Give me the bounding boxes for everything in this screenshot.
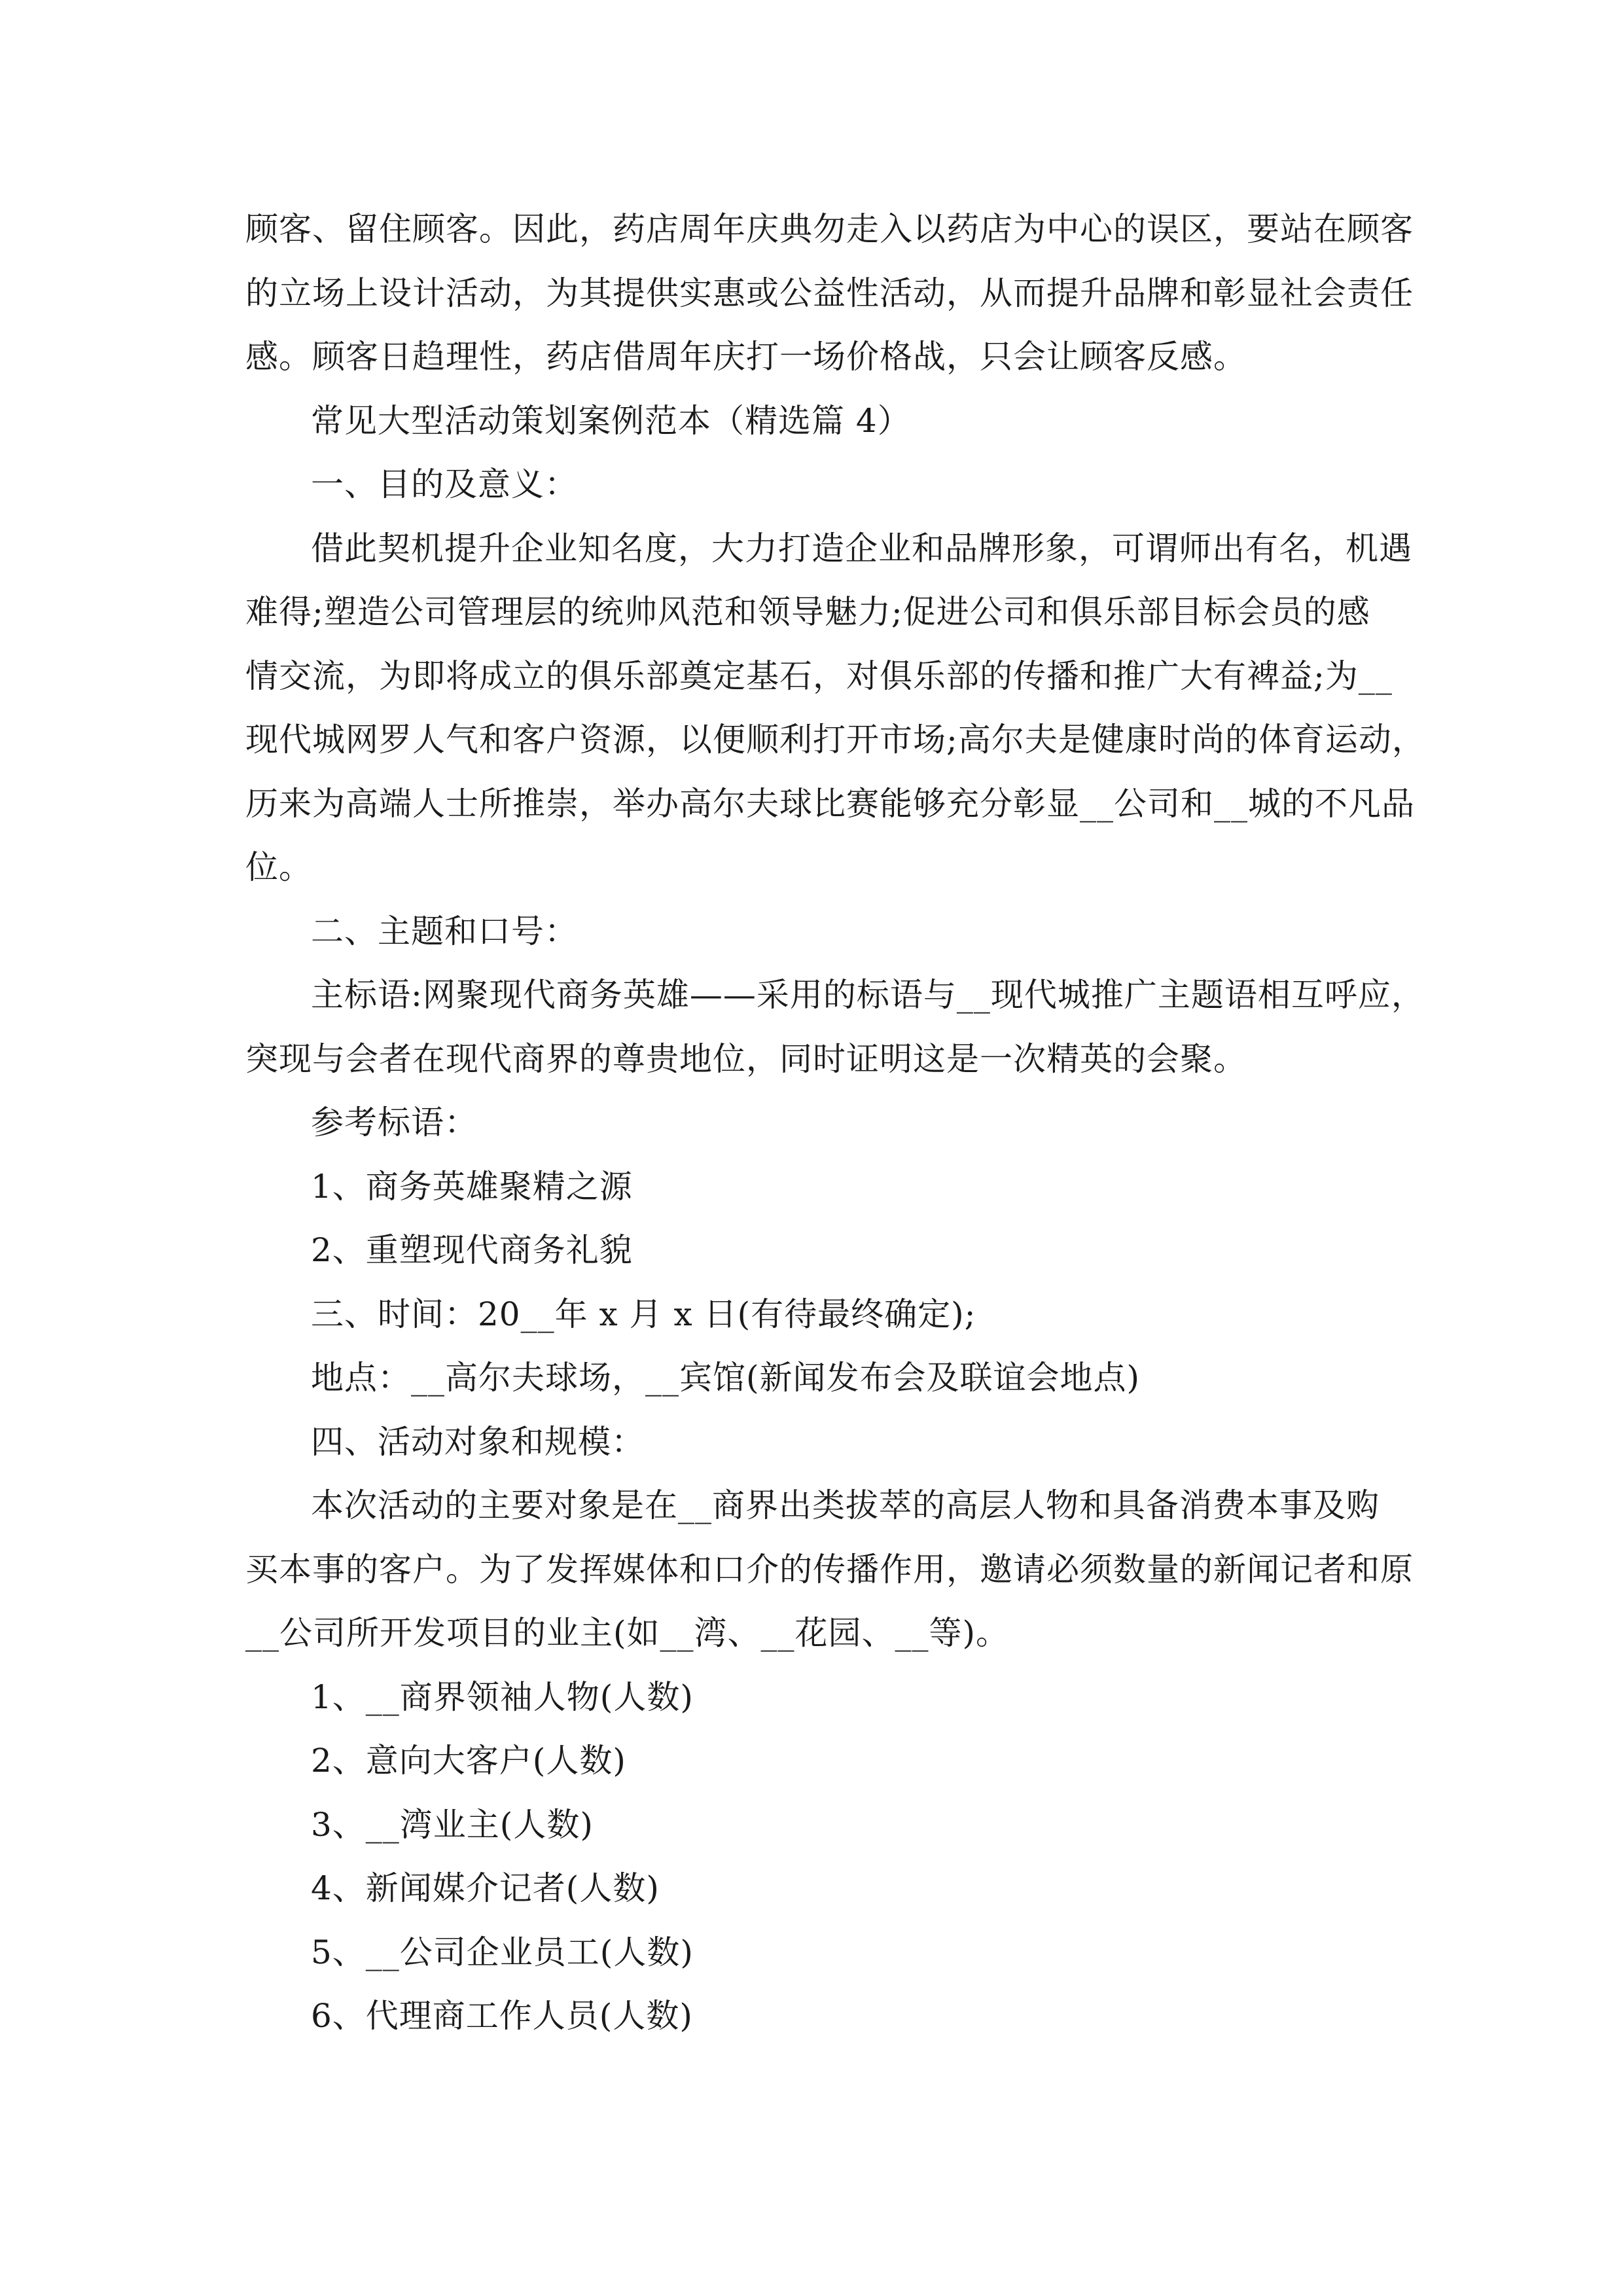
text-line: 现代城网罗人气和客户资源，以便顺利打开市场;高尔夫是健康时尚的体育运动， (245, 721, 1425, 759)
text-line: 情交流，为即将成立的俱乐部奠定基石，对俱乐部的传播和推广大有裨益;为__ (245, 657, 1393, 695)
list-item: 1、__商界领袖人物(人数) (311, 1678, 694, 1716)
text-line: 本次活动的主要对象是在__商界出类拔萃的高层人物和具备消费本事及购 (311, 1486, 1380, 1524)
list-item: 4、新闻媒介记者(人数) (311, 1869, 660, 1907)
heading-audience: 四、活动对象和规模： (311, 1423, 645, 1461)
text-line: 主标语:网聚现代商务英雄——采用的标语与__现代城推广主题语相互呼应， (311, 976, 1425, 1014)
text-line: 突现与会者在现代商界的尊贵地位，同时证明这是一次精英的会聚。 (245, 1040, 1247, 1078)
heading-theme: 二、主题和口号： (311, 912, 578, 950)
heading-purpose: 一、目的及意义： (311, 465, 578, 503)
list-item: 3、__湾业主(人数) (311, 1806, 594, 1844)
text-line: 位。 (245, 848, 312, 886)
heading-time: 三、时间：20__年 x 月 x 日(有待最终确定); (311, 1295, 976, 1333)
text-line: 难得;塑造公司管理层的统帅风范和领导魅力;促进公司和俱乐部目标会员的感 (245, 593, 1370, 631)
list-item: 1、商务英雄聚精之源 (311, 1168, 633, 1206)
text-line: 的立场上设计活动，为其提供实惠或公益性活动，从而提升品牌和彰显社会责任 (245, 274, 1414, 312)
text-line: 买本事的客户。为了发挥媒体和口介的传播作用，邀请必须数量的新闻记者和原 (245, 1551, 1414, 1588)
text-line: 历来为高端人士所推崇，举办高尔夫球比赛能够充分彰显__公司和__城的不凡品 (245, 785, 1415, 823)
text-line: 地点：__高尔夫球场，__宾馆(新闻发布会及联谊会地点) (311, 1359, 1141, 1397)
text-line: 借此契机提升企业知名度，大力打造企业和品牌形象，可谓师出有名，机遇 (311, 529, 1412, 567)
text-line: 参考标语： (311, 1103, 478, 1141)
section-title: 常见大型活动策划案例范本（精选篇 4） (311, 402, 911, 440)
list-item: 6、代理商工作人员(人数) (311, 1997, 693, 2035)
list-item: 2、意向大客户(人数) (311, 1742, 626, 1780)
text-line: 顾客、留住顾客。因此，药店周年庆典勿走入以药店为中心的误区，要站在顾客 (245, 210, 1414, 248)
text-line: __公司所开发项目的业主(如__湾、__花园、__等)。 (245, 1614, 1010, 1652)
text-line: 感。顾客日趋理性，药店借周年庆打一场价格战，只会让顾客反感。 (245, 338, 1247, 376)
list-item: 5、__公司企业员工(人数) (311, 1933, 694, 1971)
list-item: 2、重塑现代商务礼貌 (311, 1231, 633, 1269)
